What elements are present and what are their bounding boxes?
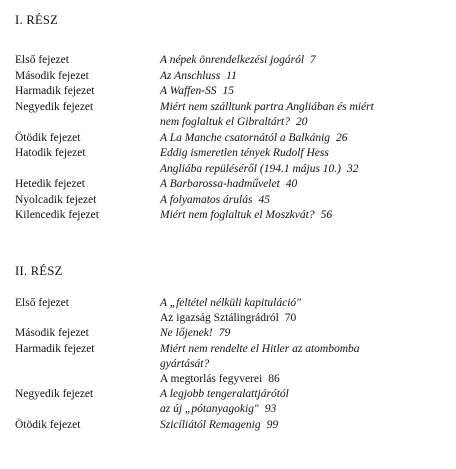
- chapter-title-text: gyártását?: [160, 357, 210, 370]
- chapter-title-line: [160, 403, 276, 415]
- chapter-label: Harmadik fejezet: [15, 85, 95, 97]
- chapter-title-line: [160, 297, 301, 309]
- chapter-title-line: [160, 147, 329, 159]
- chapter-title-text: A megtorlás fegyverei: [160, 372, 263, 385]
- page-number: 99: [266, 418, 279, 431]
- chapter-title-text: Szicíliától Remagenig: [160, 418, 261, 431]
- chapter-title-text: A „feltétel nélküli kapituláció": [160, 297, 301, 309]
- chapter-title-text: A Waffen-SS: [160, 85, 217, 97]
- chapter-title-line: [160, 70, 237, 82]
- chapter-title-line: [160, 194, 270, 206]
- page-number: 32: [347, 162, 359, 175]
- chapter-label: Hatodik fejezet: [15, 147, 86, 159]
- chapter-title-text: Angliába repüléséről (194.1 május 10.): [160, 162, 342, 175]
- chapter-title-text: A Barbarossa-hadművelet: [160, 178, 280, 190]
- part-2-heading: II. RÉSZ: [15, 264, 63, 278]
- chapter-label: Második fejezet: [15, 327, 89, 340]
- chapter-label: Hetedik fejezet: [15, 178, 85, 190]
- chapter-title-line: [160, 343, 360, 355]
- chapter-title-text: Miért nem foglaltuk el Moszkvát?: [160, 209, 315, 221]
- page-number: 79: [218, 327, 231, 340]
- part-1-heading: I. RÉSZ: [15, 13, 59, 27]
- chapter-title-line: [160, 373, 280, 385]
- chapter-title-text: A népek önrendelkezési jogáról: [160, 54, 305, 66]
- chapter-title-text: A La Manche csatornától a Balkánig: [160, 131, 331, 144]
- chapter-title-line: [160, 116, 308, 128]
- page-number: 56: [320, 209, 333, 221]
- chapter-title-line: [160, 358, 209, 370]
- chapter-title-text: Az Anschluss: [160, 69, 221, 82]
- chapter-title-text: nem foglaltuk el Gibraltárt?: [160, 116, 291, 128]
- page-number: 93: [264, 403, 277, 416]
- chapter-label: Első fejezet: [15, 54, 69, 66]
- chapter-title-text: az új „pótanyagokig": [160, 403, 259, 416]
- chapter-title-line: [160, 209, 332, 221]
- chapter-label: Negyedik fejezet: [15, 100, 94, 113]
- chapter-label: Harmadik fejezet: [15, 342, 95, 355]
- page-number: 11: [226, 69, 237, 82]
- chapter-title-text: Az igazság Sztálingrádról: [160, 312, 279, 325]
- chapter-title-line: [160, 178, 297, 190]
- chapter-title-line: [160, 101, 374, 113]
- chapter-title-line: [160, 132, 348, 144]
- chapter-label: Kilencedik fejezet: [15, 209, 99, 221]
- page-number: 26: [336, 131, 348, 144]
- page-number: 70: [284, 312, 297, 325]
- page-number: 15: [222, 85, 235, 97]
- page-number: 7: [310, 54, 316, 66]
- chapter-label: Negyedik fejezet: [15, 388, 94, 401]
- chapter-title-text: A legjobb tengeralattjárótól: [160, 388, 289, 401]
- chapter-title-text: A folyamatos árulás: [160, 193, 253, 206]
- chapter-title-line: [160, 388, 289, 400]
- page-number: 20: [296, 116, 308, 128]
- chapter-title-text: Ne lőjenek!: [160, 327, 213, 340]
- chapter-title-text: Miért nem rendelte el Hitler az atombomba: [160, 342, 360, 355]
- chapter-title-text: Miért nem szálltunk partra Angliában és miért: [160, 100, 374, 113]
- chapter-label: Nyolcadik fejezet: [15, 193, 97, 206]
- page-number: 40: [285, 178, 298, 190]
- chapter-title-line: [160, 312, 296, 324]
- chapter-title-line: [160, 327, 230, 339]
- chapter-label: Második fejezet: [15, 69, 89, 82]
- chapter-label: Ötödik fejezet: [15, 418, 81, 431]
- page-number: 45: [258, 193, 270, 206]
- chapter-title-line: [160, 85, 234, 97]
- chapter-title-line: [160, 419, 278, 431]
- chapter-label: Ötödik fejezet: [15, 131, 81, 144]
- chapter-title-line: [160, 163, 359, 175]
- page-number: 86: [268, 372, 280, 385]
- chapter-label: Első fejezet: [15, 297, 69, 309]
- chapter-title-line: [160, 54, 316, 66]
- chapter-title-text: Eddig ismeretlen tények Rudolf Hess: [160, 147, 329, 159]
